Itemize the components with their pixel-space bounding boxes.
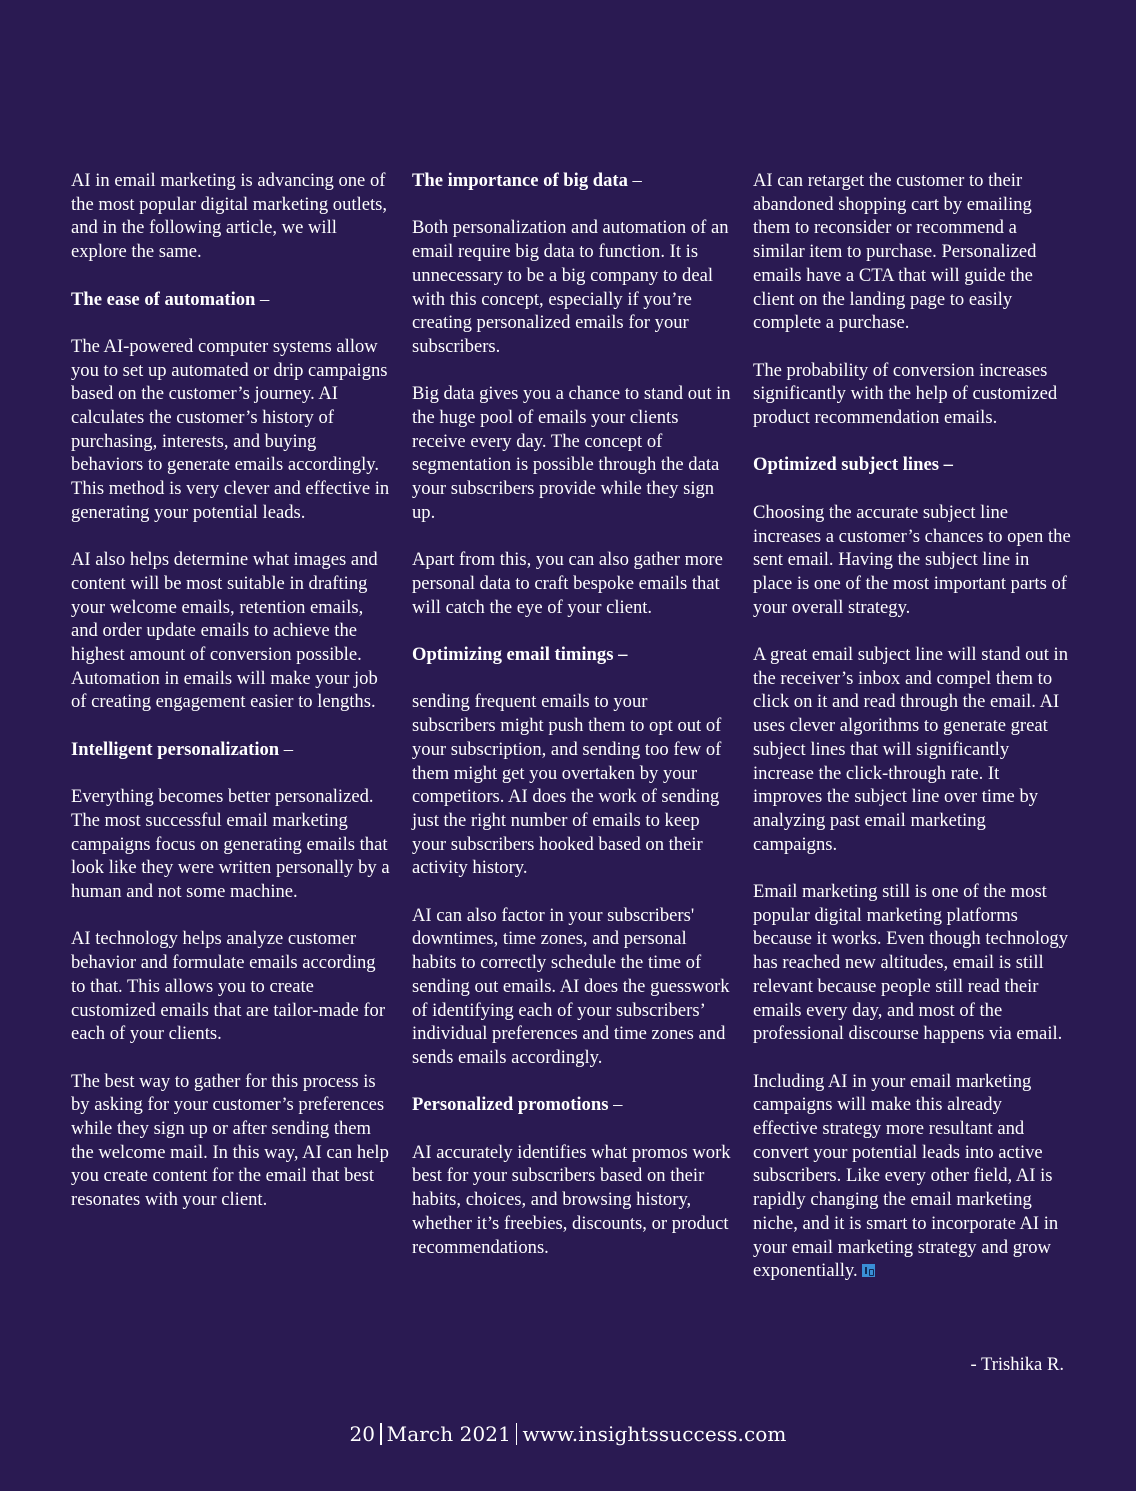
paragraph-text: Apart from this, you can also gather more personal data to craft bespoke emails that will catch the eye of your client. [412,549,723,618]
section-heading [71,288,391,312]
paragraph [412,382,732,524]
paragraph-text: AI in email marketing is advancing one of the most popular digital marketing outlets, and in the following article, we will explore the same. [71,170,388,263]
paragraph-text: AI can retarget the customer to their abandoned shopping cart by emailing them to reconsider or recommend a similar item to purchase. Personalized emails have a CTA that will guide the client on the landing page to easily complete a purchase. [753,170,1037,334]
paragraph-text: Big data gives you a chance to stand out in the huge pool of emails your clients receive every day. The concept of segmentation is possible through the data your subscribers provide while they sign up. [412,383,731,523]
section-heading-text: Personalized promotions [412,1094,609,1116]
paragraph-text: Choosing the accurate subject line increases a customer’s chances to open the sent email. Having the subject line in place is one of the most important parts of your overall strategy. [753,501,1071,618]
author-byline: - Trishika R. [970,1354,1064,1375]
paragraph [412,690,732,880]
column-1 [71,169,391,1236]
issue-date: March 2021 [386,1422,511,1446]
paragraph-text: AI can also factor in your subscribers' downtimes, time zones, and personal habits to correctly schedule the time of sending out emails. AI does the guesswork of identifying each of your subscribers’ individual preferences and time zones and sends emails accordingly. [412,904,730,1068]
paragraph [412,548,732,619]
paragraph-text: sending frequent emails to your subscribers might push them to opt out of your subscription, and sending too few of them might get you overtaken by your competitors. AI does the work of sending just the right number of emails to keep your subscribers hooked based on their activity history. [412,691,722,879]
paragraph-text: A great email subject line will stand out in the receiver’s inbox and compel them to click on it and read through the email. AI uses clever algorithms to generate great subject lines that will significantly increase the click-through rate. It improves the subject line over time by analyzing past email marketing campaigns. [753,644,1068,855]
paragraph [753,880,1071,1046]
section-heading [71,738,391,762]
section-heading [412,169,732,193]
paragraph [71,169,391,264]
paragraph-text: Including AI in your email marketing campaigns will make this already effective strategy more resultant and convert your potential leads into active subscribers. Like every other field, AI is rapidly changing the email marketing niche, and it is smart to incorporate AI in your email marketing strategy and grow exponentially. [753,1070,1059,1282]
paragraph [753,1070,1071,1283]
end-of-article-icon [862,1264,875,1277]
section-heading-text: The importance of big data [412,170,628,191]
section-heading-dash: – [608,1094,623,1116]
paragraph [412,1141,732,1260]
page-number: 20 [349,1422,376,1446]
paragraph [753,643,1071,856]
section-heading [412,1093,732,1117]
paragraph-text: Both personalization and automation of an email require big data to function. It is unnecessary to be a big company to deal with this concept, especially if you’re creating personalized emails for your subscribers. [412,217,729,357]
paragraph [71,548,391,714]
paragraph-text: AI also helps determine what images and content will be most suitable in drafting your welcome emails, retention emails, and order update emails to achieve the highest amount of conversion possible. Automation in emails will make your job of creating engagement easier to lengths. [71,549,378,713]
section-heading-dash: – [627,170,642,191]
section-heading-text: Optimized subject lines – [753,454,953,476]
paragraph [71,1070,391,1212]
paragraph-text: Email marketing still is one of the most popular digital marketing platforms because it works. Even though technology has reached new altitudes, email is still relevant because people still read their emails every day, and most of the professional discourse happens via email. [753,881,1068,1045]
paragraph-text: The AI-powered computer systems allow you to set up automated or drip campaigns based on the customer’s journey. AI calculates the customer’s history of purchasing, interests, and buying behaviors to generate emails accordingly. This method is very clever and effective in generating your potential leads. [71,335,390,523]
paragraph [71,335,391,525]
section-heading-dash: – [279,738,294,760]
footer-divider [516,1423,518,1445]
column-3 [753,169,1071,1307]
section-heading-dash: – [255,288,270,310]
section-heading [753,453,1071,477]
paragraph [412,904,732,1070]
footer-divider [380,1423,382,1445]
paragraph [71,927,391,1046]
column-2 [412,169,732,1283]
paragraph [753,359,1071,430]
section-heading-text: Optimizing email timings – [412,644,628,665]
paragraph-text: The probability of conversion increases significantly with the help of customized product recommendation emails. [753,359,1058,429]
paragraph [71,785,391,904]
paragraph-text: Everything becomes better personalized. The most successful email marketing campaigns focus on generating emails that look like they were written personally by a human and not some machine. [71,786,390,903]
section-heading-text: Intelligent personalization [71,738,280,760]
paragraph-text: AI accurately identifies what promos work best for your subscribers based on their habits, choices, and browsing history, whether it’s freebies, discounts, or product recommendations. [412,1141,731,1258]
page-footer [0,1421,1136,1447]
paragraph [412,216,732,358]
website-link[interactable]: www.insightssuccess.com [522,1422,787,1446]
paragraph-text: AI technology helps analyze customer behavior and formulate emails according to that. This allows you to create customized emails that are tailor-made for each of your clients. [71,928,386,1045]
paragraph [753,169,1071,335]
paragraph [753,501,1071,620]
section-heading-text: The ease of automation [71,288,256,310]
paragraph-text: The best way to gather for this process is by asking for your customer’s preferences while they sign up or after sending them the welcome mail. In this way, AI can help you create content for the email that best resonates with your client. [71,1070,389,1211]
section-heading [412,643,732,667]
